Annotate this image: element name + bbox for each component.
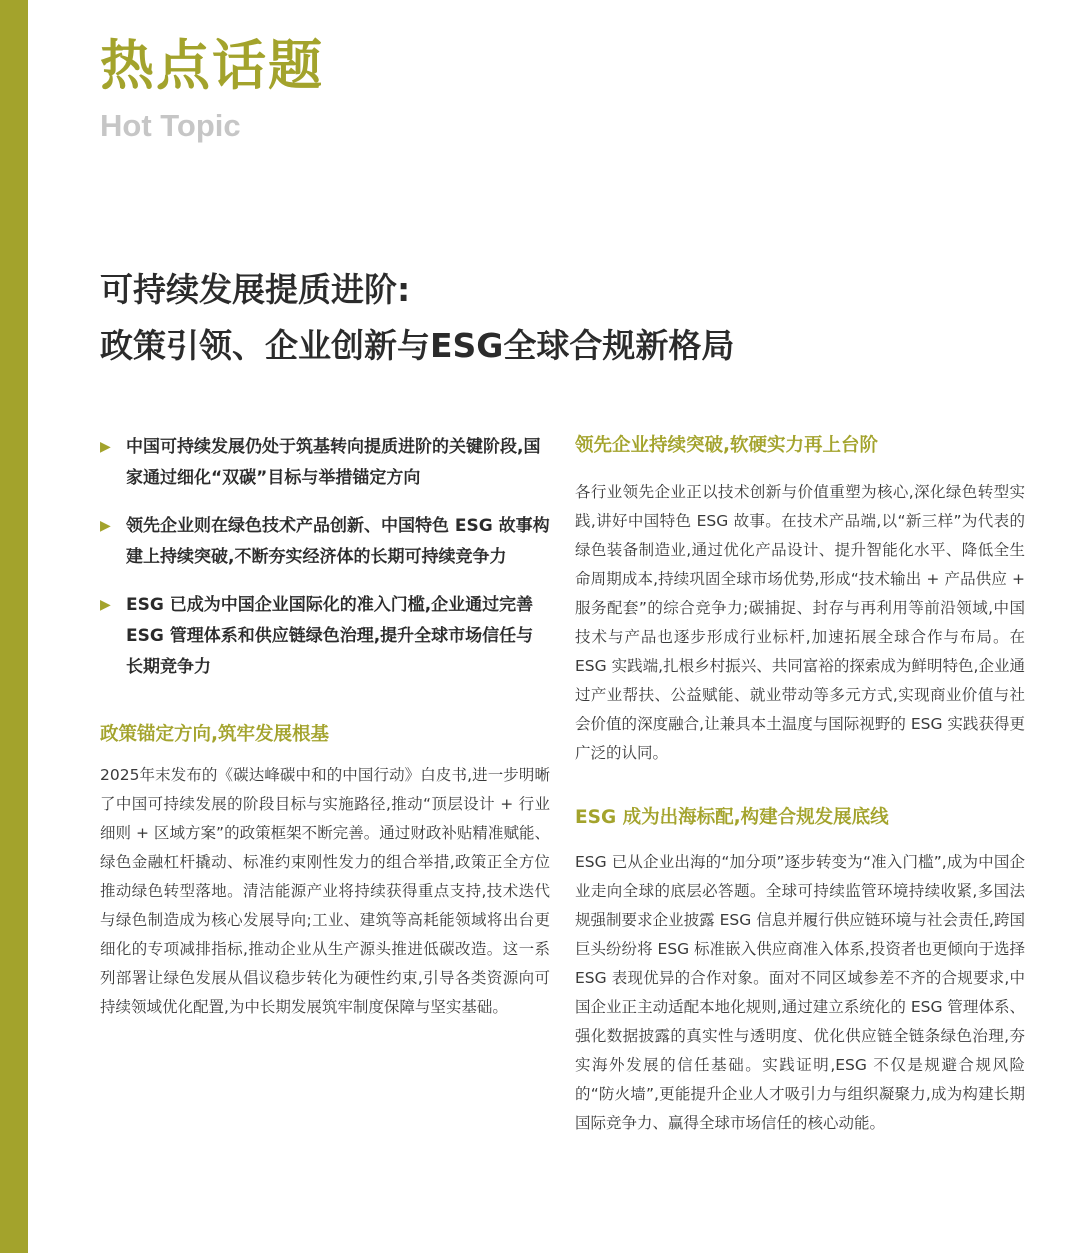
key-point-text: ESG 已成为中国企业国际化的准入门槛,企业通过完善 ESG 管理体系和供应链绿色治理,提升全球市场信任与长期竞争力 — [126, 595, 534, 677]
leading-enterprises-heading: 领先企业持续突破,软硬实力再上台阶 — [575, 435, 879, 456]
article-headline — [100, 262, 1040, 374]
article-title-line-1: 可持续发展提质进阶: — [100, 270, 411, 309]
accent-side-bar — [0, 0, 28, 1253]
leading-enterprises-body: 各行业领先企业正以技术创新与价值重塑为核心,深化绿色转型实践,讲好中国特色 ESG 故事。在技术产品端,以“新三样”为代表的绿色装备制造业,通过优化产品设计、提升智能化水平、降低全生命周期成本,持续巩固全球市场优势,形成“技术输出 + 产品供应 + 服务配套”的综合竞争力;碳捕捉、封存与再利用等前沿领域,中国技术与产品也逐步形成行业标杆,加速拓展全球合作与布局。在 ESG 实践端,扎根乡村振兴、共同富裕的探索成为鲜明特色,企业通过产业帮扶、公益赋能、就业带动等多元方式,实现商业价值与社会价值的深度融合,让兼具本土温度与国际视野的 ESG 实践获得更广泛的认同。 — [575, 483, 1025, 762]
left-column — [100, 432, 550, 1022]
esg-body: ESG 已从企业出海的“加分项”逐步转变为“准入门槛”,成为中国企业走向全球的底层必答题。全球可持续监管环境持续收紧,多国法规强制要求企业披露 ESG 信息并履行供应链环境与社会责任,跨国巨头纷纷将 ESG 标准嵌入供应商准入体系,投资者也更倾向于选择 ESG 表现优异的合作对象。面对不同区域参差不齐的合规要求,中国企业正主动适配本地化规则,通过建立系统化的 ESG 管理体系、强化数据披露的真实性与透明度、优化供应链全链条绿色治理,夯实海外发展的信任基础。实践证明,ESG 不仅是规避合规风险的“防火墙”,更能提升企业人才吸引力与组织凝聚力,成为构建长期国际竞争力、赢得全球市场信任的核心动能。 — [575, 853, 1025, 1132]
esg-heading: ESG 成为出海标配,构建合规发展底线 — [575, 807, 889, 828]
esg-section — [575, 804, 1025, 1138]
triangle-bullet-icon: ▶ — [100, 518, 111, 534]
triangle-bullet-icon: ▶ — [100, 597, 111, 613]
policy-section — [100, 721, 550, 1022]
section-subtitle: Hot Topic — [100, 108, 241, 143]
key-point — [100, 432, 550, 494]
section-title: 热点话题 — [100, 34, 324, 97]
key-point-text: 中国可持续发展仍处于筑基转向提质进阶的关键阶段,国家通过细化“双碳”目标与举措锚定方向 — [126, 437, 541, 488]
article-title-line-2: 政策引领、企业创新与ESG全球合规新格局 — [100, 326, 735, 365]
policy-body: 2025年末发布的《碳达峰碳中和的中国行动》白皮书,进一步明晰了中国可持续发展的阶段目标与实施路径,推动“顶层设计 + 行业细则 + 区域方案”的政策框架不断完善。通过财政补贴精准赋能、绿色金融杠杆撬动、标准约束刚性发力的组合举措,政策正全方位推动绿色转型落地。清洁能源产业将持续获得重点支持,技术迭代与绿色制造成为核心发展导向;工业、建筑等高耗能领域将出台更细化的专项减排指标,推动企业从生产源头推进低碳改造。这一系列部署让绿色发展从倡议稳步转化为硬性约束,引导各类资源向可持续领域优化配置,为中长期发展筑牢制度保障与坚实基础。 — [100, 766, 550, 1016]
policy-heading: 政策锚定方向,筑牢发展根基 — [100, 724, 330, 745]
key-point-text: 领先企业则在绿色技术产品创新、中国特色 ESG 故事构建上持续突破,不断夯实经济体的长期可持续竞争力 — [126, 516, 550, 567]
triangle-bullet-icon: ▶ — [100, 439, 111, 455]
leading-enterprises-section — [575, 432, 1025, 768]
key-points-list — [100, 432, 550, 683]
right-column — [575, 432, 1025, 1138]
key-point — [100, 511, 550, 573]
key-point — [100, 590, 550, 683]
